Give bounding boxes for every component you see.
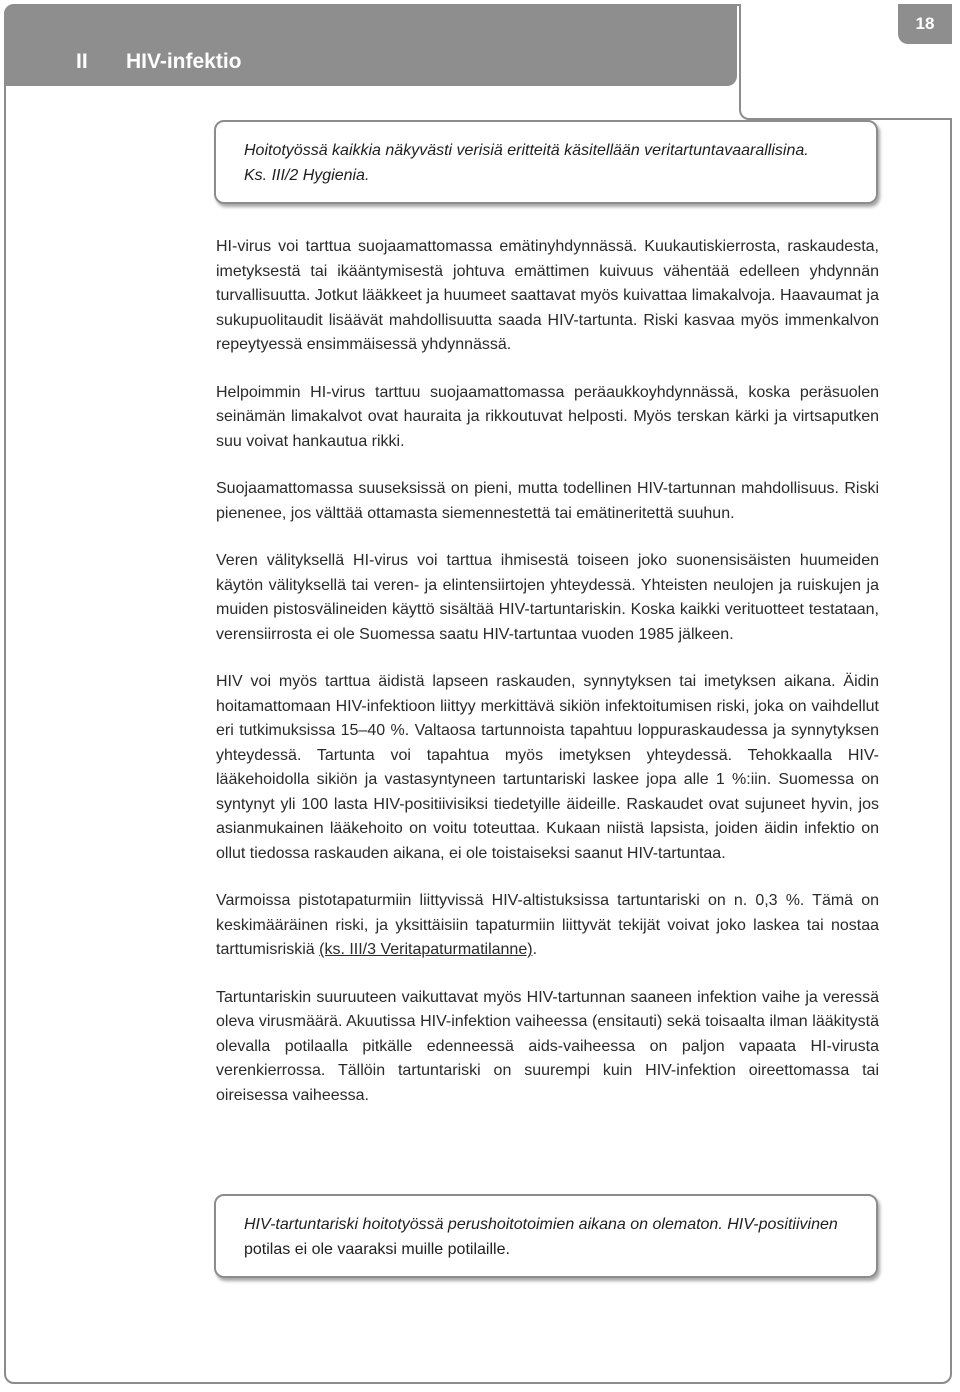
page-number: 18 <box>898 4 952 44</box>
paragraph-anal: Helpoimmin HI-virus tarttuu suojaamattomassa peräaukkoyhdynnässä, koska peräsuolen seinämän limakalvot ovat hauraita ja rikkoutuvat helposti. Myös terskan kärki ja virtsaputken suu voivat hankautua rikki. <box>216 383 879 450</box>
needlestick-text-end: . <box>532 941 538 958</box>
risk-note-italic: HIV-tartuntariski hoitotyössä perushoitotoimien aikana on olematon. HIV-positiivinen <box>244 1216 838 1233</box>
hygiene-reference-link[interactable]: Ks. III/2 Hygienia. <box>244 167 370 184</box>
chapter-header <box>4 4 737 86</box>
info-box-line: Hoitotyössä kaikkia näkyvästi verisiä eritteitä käsitellään veritartuntavaarallisina. <box>244 142 809 159</box>
main-content <box>216 235 879 1131</box>
paragraph-mother-child: HIV voi myös tarttua äidistä lapseen raskauden, synnytyksen tai imetyksen aikana. Äidin hoitamattomaan HIV-infektioon liittyy merkittävä sikiön infektoitumisen riski, joka on vaihdellut eri tutkimuksissa 15–40 %. Valtaosa tartunnoista tapahtuu loppuraskaudessa ja synnytyksen yhteydessä. Tartunta voi tapahtua myös imetyksen yhteydessä. Tehokkaalla HIV-lääkehoidolla sikiön ja vastasyntyneen tartuntariski laskee jopa alle 1 %:iin. Suomessa on syntynyt yli 100 lasta HIV-positiivisiksi tiedetyille äideille. Raskaudet ovat sujuneet hyvin, jos asianmukainen lääkehoito on voitu toteuttaa. Kukaan niistä lapsista, joiden äidin infektio on ollut tiedossa raskauden aikana, ei ole toistaiseksi saanut HIV-tartuntaa. <box>216 673 879 862</box>
risk-note-normal: potilas ei ole vaaraksi muille potilaille. <box>244 1241 510 1258</box>
chapter-title: HIV-infektio <box>126 50 242 73</box>
paragraph-oral: Suojaamattomassa suuseksissä on pieni, mutta todellinen HIV-tartunnan mahdollisuus. Riski pienenee, jos välttää ottamasta siemennestettä tai emätineritettä suuhun. <box>216 480 879 522</box>
paragraph-infection-stage: Tartuntariskin suuruuteen vaikuttavat myös HIV-tartunnan saaneen infektion vaihe ja veressä oleva virusmäärä. Akuutissa HIV-infektion vaiheessa (ensitauti) sekä toisaalta ilman lääkitystä olevalla potilaalla pitkälle edenneessä aids-vaiheessa on paljon vapaata HI-virusta verenkierrossa. Tällöin tartuntariski on suurempi kuin HIV-infektion oireettomassa tai oireisessa vaiheessa. <box>216 988 879 1104</box>
info-box-hygiene <box>214 120 878 204</box>
paragraph-vaginal: HI-virus voi tarttua suojaamattomassa emätinyhdynnässä. Kuukautiskierrosta, raskaudesta, imetyksestä tai ikääntymisestä johtuva emättimen kuivuus vähentää edelleen yhdynnän turvallisuutta. Jotkut lääkkeet ja huumeet saattavat myös kuivattaa limakalvoja. Haavaumat ja sukupuolitaudit lisäävät mahdollisuutta saada HIV-tartunta. Riski kasvaa myös immenkalvon repeytyessä ensimmäisessä yhdynnässä. <box>216 238 879 353</box>
info-box-risk <box>214 1194 878 1278</box>
chapter-number: II <box>76 50 88 73</box>
paragraph-needlestick <box>216 889 879 963</box>
needlestick-text: Varmoissa pistotapaturmiin liittyvissä HIV-altistuksissa tartuntariski on n. 0,3 %. Tämä on keskimääräinen riski, ja yksittäisiin tapaturmiin liittyvät tekijät voivat joko laskea tai nostaa tarttumisriskiä <box>216 892 879 958</box>
blood-accident-link[interactable]: (ks. III/3 Veritapaturmatilanne) <box>319 941 533 958</box>
paragraph-blood: Veren välityksellä HI-virus voi tarttua ihmisestä toiseen joko suonensisäisten huumeiden käytön välityksellä tai veren- ja elintensiirtojen yhteydessä. Yhteisten neulojen ja ruiskujen ja muiden pistosvälineiden käyttö sisältää HIV-tartuntariskin. Koska kaikki verituotteet testataan, verensiirrosta ei ole Suomessa saatu HIV-tartuntaa vuoden 1985 jälkeen. <box>216 552 879 643</box>
